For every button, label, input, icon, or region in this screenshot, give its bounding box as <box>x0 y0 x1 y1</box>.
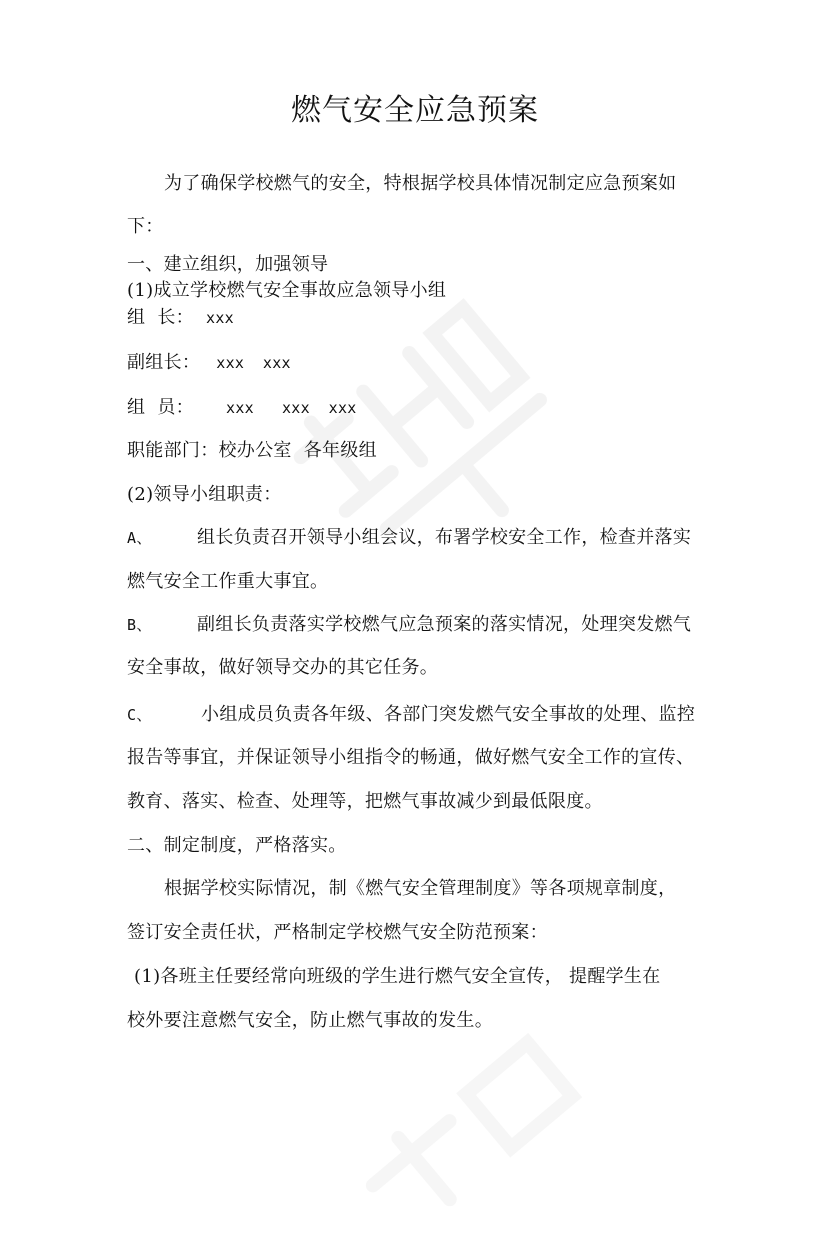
section-1-heading: 一、建立组织，加强领导 <box>127 254 329 275</box>
department-label: 职能部门： <box>127 440 219 461</box>
rule-1-line-2: 校外要注意燃气安全，防止燃气事故的发生。 <box>127 1010 493 1031</box>
item-c-line-3: 教育、落实、检查、处理等，把燃气事故减少到最低限度。 <box>127 791 603 812</box>
section-2-heading: 二、制定制度，严格落实。 <box>127 835 347 856</box>
leader-label: 组 长： <box>127 307 194 328</box>
item-a-line-2: 燃气安全工作重大事宜。 <box>127 571 329 592</box>
intro-line-1: 为了确保学校燃气的安全，特根据学校具体情况制定应急预案如 <box>164 173 677 194</box>
members-row <box>127 397 357 419</box>
deputy-names: xxx xxx <box>216 354 291 372</box>
deputy-row <box>127 352 291 374</box>
department-row <box>127 440 377 462</box>
item-a-text-1: 组长负责召开领导小组会议，布署学校安全工作，检查并落实 <box>197 527 692 548</box>
rule-1-line-1: (1)各班主任要经常向班级的学生进行燃气安全宣传， 提醒学生在 <box>134 966 661 987</box>
department-values: 校办公室 各年级组 <box>218 440 377 461</box>
watermark-fragment-icon <box>338 1008 601 1252</box>
paragraph-2-line-1: 根据学校实际情况，制《燃气安全管理制度》等各项规章制度， <box>164 878 677 899</box>
item-c-text-1: 小组成员负责各年级、各部门突发燃气安全事故的处理、监控 <box>201 704 696 725</box>
item-b-label: B、 <box>127 616 152 634</box>
paragraph-2-line-2: 签订安全责任状，严格制定学校燃气安全防范预案： <box>127 922 548 943</box>
item-b-line-2: 安全事故，做好领导交办的其它任务。 <box>127 657 439 678</box>
subsection-2-heading: (2)领导小组职责： <box>127 484 282 505</box>
members-label: 组 员： <box>127 397 194 418</box>
item-c-label: C、 <box>127 706 152 724</box>
item-a-line-1 <box>127 527 691 549</box>
deputy-label: 副组长： <box>127 352 201 373</box>
document-title: 燃气安全应急预案 <box>291 93 539 128</box>
leader-row <box>127 307 234 329</box>
item-c-line-1 <box>127 704 695 726</box>
item-b-line-1 <box>127 614 691 636</box>
item-c-line-2: 报告等事宜，并保证领导小组指令的畅通，做好燃气安全工作的宣传、 <box>127 747 695 768</box>
subsection-1-heading: (1)成立学校燃气安全事故应急领导小组 <box>127 280 447 301</box>
item-a-label: A、 <box>127 529 152 547</box>
leader-names: xxx <box>205 309 234 327</box>
intro-line-2: 下： <box>127 216 164 237</box>
item-b-text-1: 副组长负责落实学校燃气应急预案的落实情况，处理突发燃气 <box>197 614 692 635</box>
members-names: xxx xxx xxx <box>225 399 357 417</box>
